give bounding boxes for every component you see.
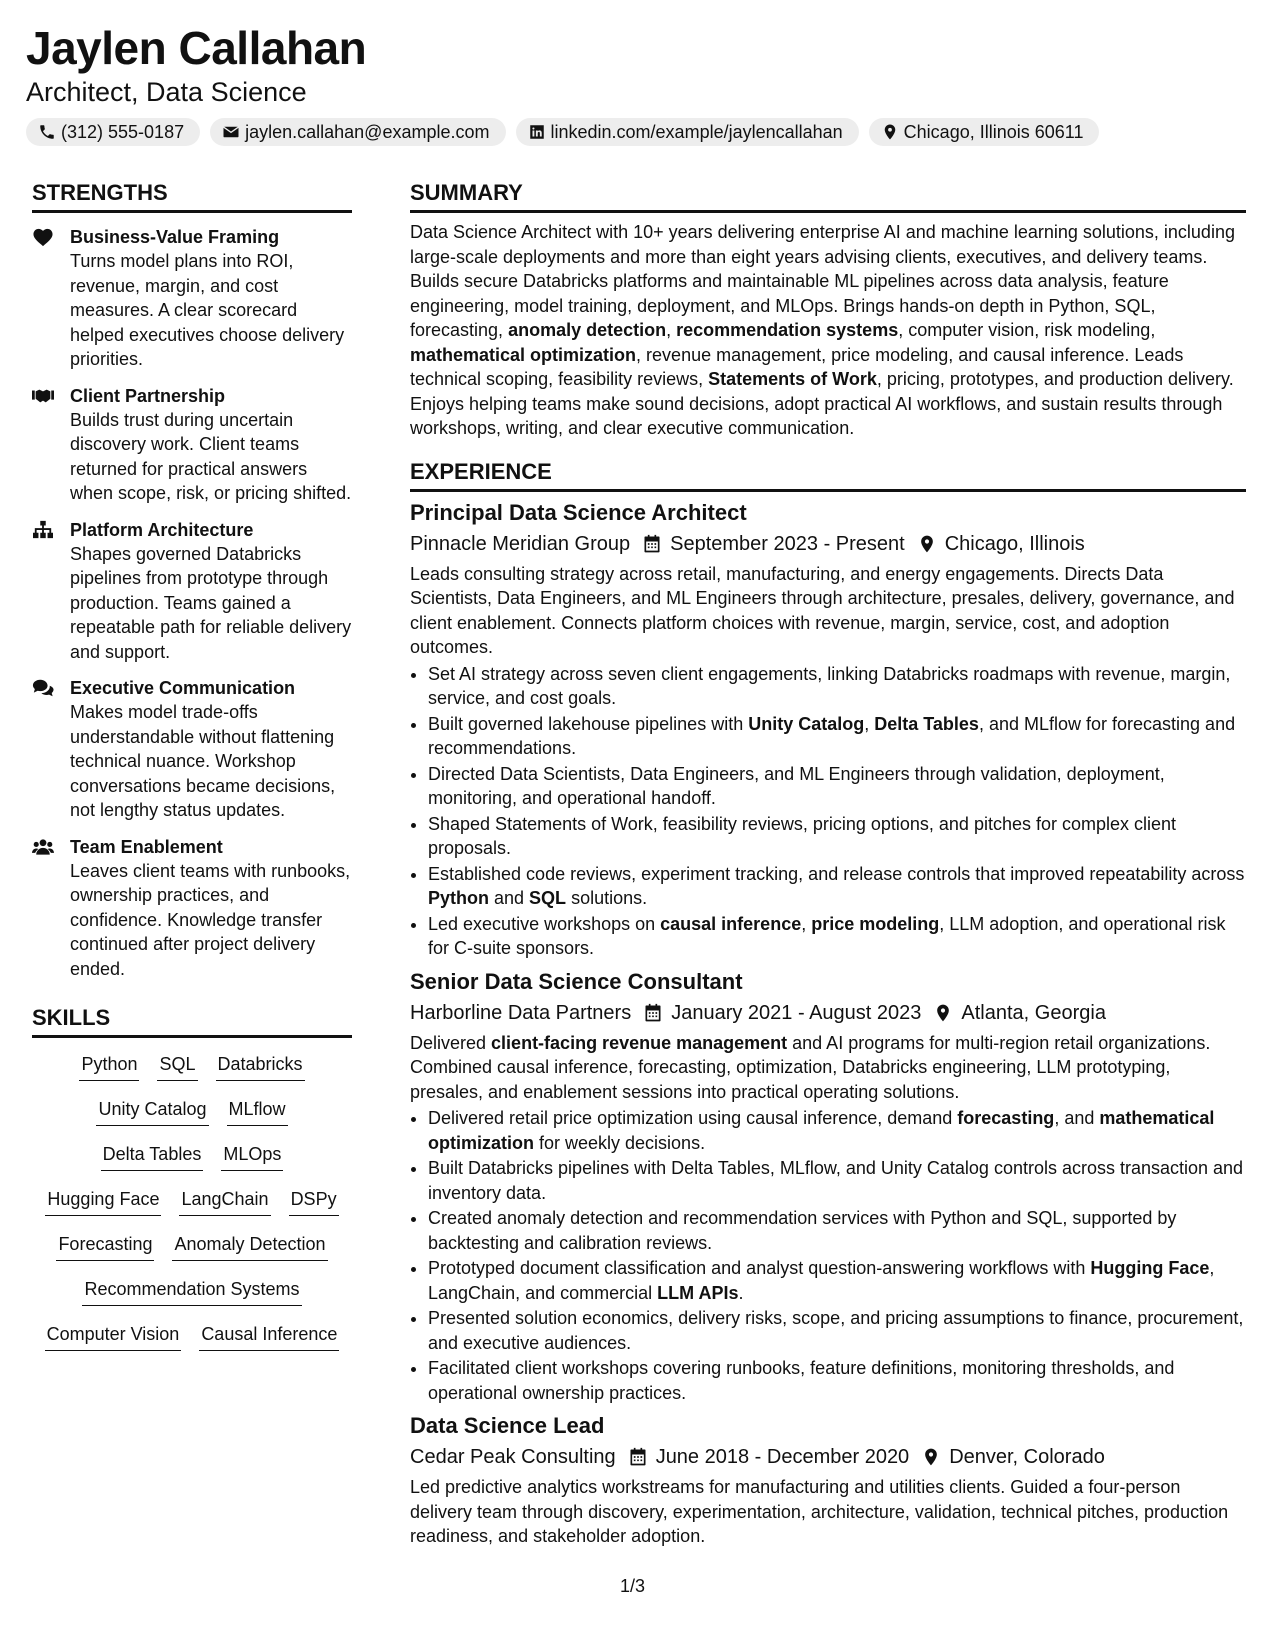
chat-bubbles-icon xyxy=(32,678,54,698)
strength-desc: Builds trust during uncertain discovery work. Client teams returned for practical answers when scope, risk, or pricing shifted. xyxy=(70,409,352,503)
skill-row xyxy=(32,1097,352,1142)
job-title: Senior Data Science Consultant xyxy=(410,968,743,994)
skill-row xyxy=(32,1052,352,1097)
bold-text: mathematical optimization xyxy=(428,1108,1215,1153)
skill-row xyxy=(32,1232,352,1277)
bold-text: price modeling xyxy=(811,913,940,934)
skill-tag: Unity Catalog xyxy=(96,1097,208,1126)
text-run: Built governed lakehouse pipelines with xyxy=(428,713,749,734)
map-pin-icon xyxy=(921,1447,941,1467)
phone-text: (312) 555-0187 xyxy=(61,121,185,142)
job-title: Data Science Lead xyxy=(410,1413,605,1438)
skill-row xyxy=(32,1277,352,1322)
skill-tag: MLflow xyxy=(227,1097,288,1126)
bullet-item xyxy=(428,1306,1246,1355)
bullet-item xyxy=(428,862,1246,911)
strength-title: Client Partnership xyxy=(70,385,226,406)
skill-tag: MLOps xyxy=(221,1142,283,1171)
skill-tag: Delta Tables xyxy=(101,1142,204,1171)
text-run: Built Databricks pipelines with Delta Tables, MLflow, and Unity Catalog controls across transaction and inventory data. xyxy=(428,1158,1244,1203)
phone-contact[interactable] xyxy=(26,118,200,146)
text-run: Led predictive analytics workstreams for manufacturing and utilities clients. Guided a four-person delivery team through discovery, experimentation, architecture, validation, technical pitches, production readiness, and stakeholder adoption. xyxy=(410,1477,1229,1546)
job-entry xyxy=(410,498,1246,961)
phone-icon xyxy=(38,123,56,141)
skill-tag: Python xyxy=(79,1052,139,1081)
linkedin-contact[interactable] xyxy=(516,118,859,146)
job-description xyxy=(410,562,1246,660)
job-dates: January 2021 - August 2023 xyxy=(671,1001,922,1024)
text-run: Delivered retail price optimization using causal inference, demand xyxy=(428,1108,958,1128)
job-title: Principal Data Science Architect xyxy=(410,499,747,525)
skill-tag: Databricks xyxy=(216,1052,305,1081)
bullet-item xyxy=(428,762,1246,811)
text-run: , xyxy=(801,913,812,934)
heart-icon xyxy=(32,227,54,247)
company-name: Harborline Data Partners xyxy=(410,1001,632,1024)
strength-item xyxy=(32,384,352,506)
skill-tag: DSPy xyxy=(289,1187,339,1216)
bullet-item xyxy=(428,1206,1246,1255)
bold-text: Statements of Work xyxy=(708,369,877,389)
bold-text: Unity Catalog xyxy=(748,713,865,734)
text-run: , pricing, prototypes, and production delivery. Enjoys helping teams make sound decisions, adopt practical AI workflows, and sustain results through workshops, writing, and clear executive communication. xyxy=(410,369,1234,438)
users-icon xyxy=(32,837,54,857)
handshake-icon xyxy=(32,386,54,406)
bullet-item xyxy=(428,662,1246,711)
bold-text: anomaly detection xyxy=(508,320,667,340)
bullet-item xyxy=(428,1156,1246,1205)
text-run: solutions. xyxy=(566,888,648,908)
skill-row xyxy=(32,1322,352,1367)
bullet-item xyxy=(428,1356,1246,1405)
strength-desc: Makes model trade-offs understandable without flattening technical nuance. Workshop conversations became decisions, not lengthy status updates. xyxy=(70,702,336,820)
bullet-item xyxy=(428,812,1246,861)
skill-tag: LangChain xyxy=(179,1187,270,1216)
skill-tag: Hugging Face xyxy=(45,1187,161,1216)
text-run: , xyxy=(666,320,677,340)
linkedin-text: linkedin.com/example/jaylencallahan xyxy=(550,121,843,142)
calendar-icon xyxy=(628,1447,648,1467)
candidate-title: Architect, Data Science xyxy=(26,77,307,107)
strength-title: Team Enablement xyxy=(70,836,223,857)
summary-text xyxy=(410,220,1246,441)
text-run: Set AI strategy across seven client engagements, linking Databricks roadmaps with revenue, margin, service, and cost goals. xyxy=(428,663,1231,708)
job-location: Chicago, Illinois xyxy=(944,532,1085,555)
text-run: , LangChain, and commercial xyxy=(428,1258,1215,1303)
job-location: Denver, Colorado xyxy=(949,1446,1105,1468)
skill-tag: Recommendation Systems xyxy=(82,1277,301,1306)
job-bullets xyxy=(410,1106,1246,1405)
skill-tag: Forecasting xyxy=(56,1232,154,1261)
text-run: , revenue management, price modeling, and causal inference. Leads technical scoping, feasibility reviews, xyxy=(410,344,1184,389)
strength-item xyxy=(32,676,352,823)
skill-row xyxy=(32,1142,352,1187)
location-contact[interactable] xyxy=(869,118,1100,146)
strength-title: Executive Communication xyxy=(70,678,296,698)
bullet-item xyxy=(428,1106,1246,1155)
strength-desc: Turns model plans into ROI, revenue, margin, and cost measures. A clear scorecard helped executives choose delivery priorities. xyxy=(70,251,345,369)
job-bullets xyxy=(410,662,1246,961)
strength-title: Business-Value Framing xyxy=(70,227,280,247)
text-run: Led executive workshops on xyxy=(428,913,661,934)
job-dates: June 2018 - December 2020 xyxy=(655,1446,910,1468)
experience-list xyxy=(410,498,1246,1549)
calendar-icon xyxy=(642,534,662,554)
text-run: Data Science Architect with 10+ years delivering enterprise AI and machine learning solutions, including large-scale deployments and more than eight years advising clients, executives, and delivery teams. Builds secure Databricks platforms and maintainable ML pipelines across data analysis, feature engineering, model training, deployment, and MLOps. Brings hands-on depth in Python, SQL, forecasting, xyxy=(410,222,1235,340)
bold-text: recommendation systems xyxy=(676,320,899,340)
bold-text: mathematical optimization xyxy=(410,344,637,365)
company-name: Pinnacle Meridian Group xyxy=(410,532,631,555)
strengths-heading: STRENGTHS xyxy=(32,178,352,213)
text-run: , LLM adoption, and operational risk for C-suite sponsors. xyxy=(428,913,1226,958)
linkedin-icon xyxy=(528,123,546,141)
bullet-item xyxy=(428,1256,1246,1305)
skill-row xyxy=(32,1187,352,1232)
text-run: . xyxy=(738,1282,744,1303)
bold-text: causal inference xyxy=(660,913,802,934)
job-entry xyxy=(410,967,1246,1406)
job-dates: September 2023 - Present xyxy=(670,532,905,555)
email-contact[interactable] xyxy=(210,118,505,146)
map-pin-icon xyxy=(917,534,937,554)
page-number: 1/3 xyxy=(620,1576,646,1596)
map-pin-icon xyxy=(881,123,899,141)
text-run: Prototyped document classification and analyst question-answering workflows with xyxy=(428,1258,1091,1278)
job-entry xyxy=(410,1411,1246,1549)
text-run: Directed Data Scientists, Data Engineers, and ML Engineers through validation, deployment, monitoring, and operational handoff. xyxy=(428,763,1165,808)
candidate-name: Jaylen Callahan xyxy=(26,22,367,74)
strength-item xyxy=(32,225,352,372)
envelope-icon xyxy=(222,123,240,141)
skills-list xyxy=(32,1052,352,1367)
text-run: , and MLflow for forecasting and recommendations. xyxy=(428,713,1236,758)
strength-title: Platform Architecture xyxy=(70,519,254,540)
strength-desc: Shapes governed Databricks pipelines from prototype through production. Teams gained a repeatable path for reliable delivery and support. xyxy=(70,543,352,662)
text-run: Shaped Statements of Work, feasibility reviews, pricing options, and pitches for complex client proposals. xyxy=(428,813,1177,858)
text-run: and xyxy=(489,888,530,908)
job-description xyxy=(410,1475,1246,1549)
text-run: Established code reviews, experiment tracking, and release controls that improved repeatability across xyxy=(428,863,1245,884)
bullet-item xyxy=(428,912,1246,961)
skill-tag: Causal Inference xyxy=(199,1322,339,1351)
job-description xyxy=(410,1031,1246,1105)
company-name: Cedar Peak Consulting xyxy=(410,1446,616,1468)
right-column xyxy=(410,178,1246,1549)
bold-text: Python xyxy=(428,888,489,908)
sitemap-icon xyxy=(32,520,54,540)
map-pin-icon xyxy=(933,1003,953,1023)
experience-heading: EXPERIENCE xyxy=(410,457,1246,492)
text-run: , computer vision, risk modeling, xyxy=(898,320,1156,340)
bold-text: client-facing revenue management xyxy=(491,1032,788,1053)
skills-heading: SKILLS xyxy=(32,1003,352,1038)
text-run: Created anomaly detection and recommendation services with Python and SQL, supported by backtesting and calibration reviews. xyxy=(428,1208,1177,1253)
bold-text: LLM APIs xyxy=(657,1282,739,1303)
location-text: Chicago, Illinois 60611 xyxy=(903,121,1084,142)
strength-item xyxy=(32,835,352,982)
bullet-item xyxy=(428,712,1246,761)
text-run: Delivered xyxy=(410,1032,492,1053)
text-run: , xyxy=(864,713,875,734)
text-run: for weekly decisions. xyxy=(534,1132,706,1153)
email-text: jaylen.callahan@example.com xyxy=(245,121,490,142)
text-run: , and xyxy=(1054,1108,1100,1128)
text-run: and AI programs for multi-region retail organizations. Combined causal inference, forecasting, optimization, Databricks engineering, LLM prototyping, presales, and enablement sessions into practical operating solutions. xyxy=(410,1032,1211,1102)
bold-text: Delta Tables xyxy=(874,713,979,734)
bold-text: SQL xyxy=(529,888,567,908)
skill-tag: Computer Vision xyxy=(45,1322,182,1351)
skill-tag: SQL xyxy=(157,1052,197,1081)
strength-item xyxy=(32,518,352,665)
resume-header xyxy=(26,22,1246,146)
text-run: Facilitated client workshops covering runbooks, feature definitions, monitoring thresholds, and operational ownership practices. xyxy=(428,1358,1175,1403)
job-meta xyxy=(410,530,1246,558)
job-location: Atlanta, Georgia xyxy=(961,1001,1106,1024)
contact-bar xyxy=(26,118,1246,146)
job-meta xyxy=(410,999,1246,1027)
skill-tag: Anomaly Detection xyxy=(172,1232,327,1261)
text-run: Leads consulting strategy across retail, manufacturing, and energy engagements. Directs Data Scientists, Data Engineers, and ML Engineers through architecture, presales, delivery, governance, and client enablement. Connects platform choices with revenue, margin, service, cost, and adoption outcomes. xyxy=(410,563,1235,657)
bold-text: Hugging Face xyxy=(1090,1258,1210,1278)
strength-desc: Leaves client teams with runbooks, ownership practices, and confidence. Knowledge transfer continued after project delivery ended. xyxy=(70,860,351,979)
bold-text: forecasting xyxy=(957,1108,1055,1128)
summary-heading: SUMMARY xyxy=(410,178,1246,213)
text-run: Presented solution economics, delivery risks, scope, and pricing assumptions to finance, procurement, and executive audiences. xyxy=(428,1308,1244,1353)
left-column xyxy=(32,178,352,1367)
calendar-icon xyxy=(643,1003,663,1023)
job-meta xyxy=(410,1443,1246,1471)
